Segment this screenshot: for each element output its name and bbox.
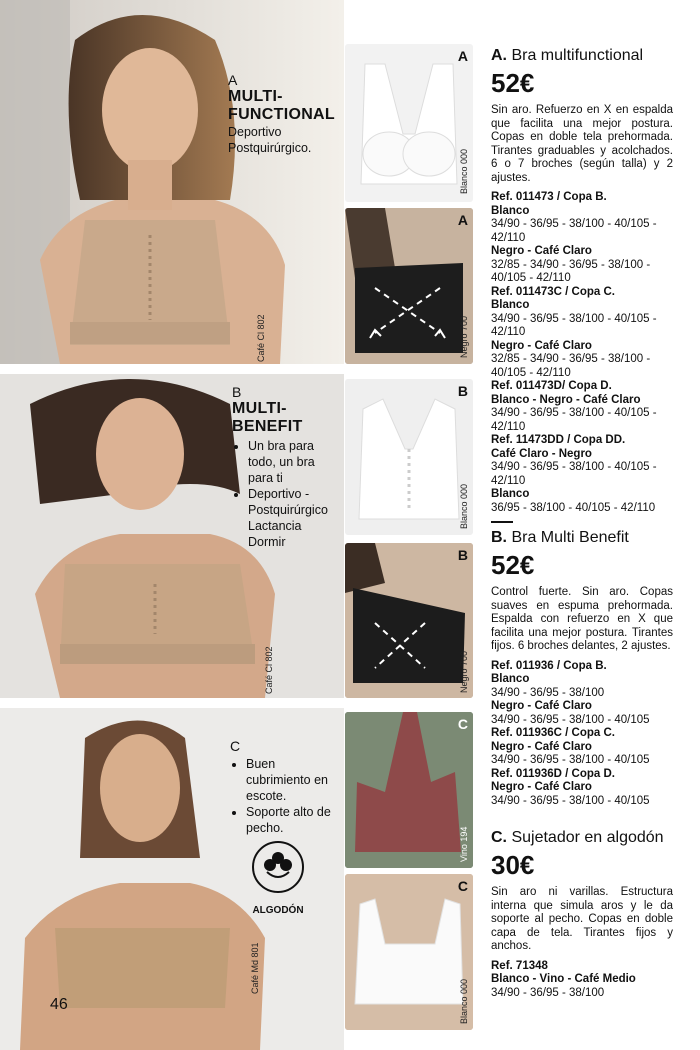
product-b-description: Control fuerte. Sin aro. Copas suaves en espuma prehormada. Espalda con refuerzo en X que facilita una mejor postura. Tirantes fijos. 6 broches delantes, 2 ajustes. [491,586,673,652]
product-b-ref [491,768,673,809]
page-number: 46 [50,996,68,1013]
section-a-letter: A [228,72,238,88]
ref-head: Ref. 011936 / Copa B. Blanco [491,659,607,685]
product-a-name: Bra multifunctional [511,47,644,64]
thumb-a-black [345,208,473,364]
color-tag-c-main: Café Md 801 [250,942,260,994]
thumb-a-white-letter: A [457,48,468,64]
thumb-b-white-letter: B [457,383,468,399]
ref-head: Ref. 011473C / Copa C. Blanco [491,285,615,311]
product-c-name: Sujetador en algodón [511,829,664,846]
ref-sizes: 32/85 - 34/90 - 36/95 - 38/100 - 40/105 - 42/110 [491,353,651,379]
cotton-badge-label: ALGODÓN [252,905,304,916]
thumb-c-white-tag: Blanco 000 [459,978,469,1024]
product-b-ref [491,660,673,701]
ref-sizes: 32/85 - 34/90 - 36/95 - 38/100 - 40/105 - 42/110 [491,258,651,284]
ref-sizes: 34/90 - 36/95 - 38/100 - 40/105 [491,794,650,807]
ref-head: Negro - Café Claro [491,245,592,257]
section-b-letter: B [232,384,242,400]
ref-sizes: 34/90 - 36/95 - 38/100 - 40/105 - 42/110 [491,461,657,487]
thumb-c-wine [345,712,473,868]
ref-head: Ref. 71348 Blanco - Vino - Café Medio [491,959,636,985]
thumb-b-black [345,543,473,698]
ref-sizes: 34/90 - 36/95 - 38/100 [491,986,605,999]
black-bra-back-illustration [345,208,473,364]
thumb-b-black-letter: B [457,547,468,563]
ref-head: Ref. 011936D / Copa D. Negro - Café Claro [491,767,615,793]
section-c-feature: • Buen cubrimiento en escote. [246,756,342,804]
product-b-ref [491,700,673,727]
black-bra-b-illustration [345,543,473,698]
ref-sizes: 36/95 - 38/100 - 40/105 - 42/110 [491,501,656,514]
section-b-feature: • Un bra para todo, un bra para ti [248,438,342,486]
product-a-info [491,46,673,529]
product-b-price: 52€ [491,550,535,580]
section-b-title: MULTI- BENEFIT [232,400,303,435]
white-bra-c-illustration [345,874,473,1030]
white-bra-b-illustration [345,379,473,535]
product-a-title [491,46,673,66]
product-a-ref [491,380,673,434]
product-a-ref [491,488,673,515]
section-c-feature: • Soporte alto de pecho. [246,804,342,836]
product-b-info [491,528,673,808]
ref-head: Blanco [491,488,530,500]
ref-sizes: 34/90 - 36/95 - 38/100 - 40/105 - 42/110 [491,407,657,433]
section-a-title: MULTI- FUNCTIONAL [228,88,335,123]
white-bra-illustration [345,44,473,202]
section-b-label [232,384,342,550]
thumb-c-wine-letter: C [457,716,468,732]
product-c-letter: C. [491,829,507,846]
product-b-ref [491,727,673,768]
product-a-letter: A. [491,47,507,64]
thumb-a-white [345,44,473,202]
ref-head: Ref. 011473D/ Copa D. Blanco - Negro - Café Claro [491,380,641,406]
section-b-feature: • Deportivo - Postquirúrgico Lactancia Dormir [248,486,342,550]
section-c-label [230,738,342,836]
thumb-b-white [345,379,473,535]
wine-bra-illustration [345,712,473,868]
product-a-ref [491,286,673,340]
product-c-info [491,828,673,1000]
product-c-price: 30€ [491,850,535,880]
thumb-c-white [345,874,473,1030]
thumb-a-black-tag: Negro 700 [459,315,469,358]
ref-head: Negro - Café Claro [491,339,592,352]
cotton-flower-icon [251,840,305,894]
thumb-c-white-letter: C [457,878,468,894]
ref-sizes: 34/90 - 36/95 - 38/100 - 40/105 - 42/110 [491,312,657,338]
color-tag-b-main: Café Cl 802 [264,646,274,694]
product-a-ref [491,340,673,381]
thumb-a-white-tag: Blanco 000 [459,148,469,194]
ref-sizes: 34/90 - 36/95 - 38/100 - 40/105 - 42/110 [491,218,657,244]
thumb-b-white-tag: Blanco 000 [459,483,469,529]
ref-sizes: 34/90 - 36/95 - 38/100 - 40/105 [491,754,650,766]
product-a-ref [491,245,673,286]
ref-sizes: 34/90 - 36/95 - 38/100 [491,686,605,699]
product-a-ref [491,191,673,245]
section-a-label [228,72,348,156]
product-b-letter: B. [491,529,507,546]
section-c-letter: C [230,738,241,754]
product-a-price: 52€ [491,68,535,98]
ref-head: Negro - Café Claro [491,700,592,712]
ref-head: Ref. 011473 / Copa B. Blanco [491,191,607,217]
ref-head: Ref. 011936C / Copa C. Negro - Café Claro [491,727,615,753]
product-a-description: Sin aro. Refuerzo en X en espalda que facilita una mejor postura. Copas en doble tela prehormada. Tirantes graduables y acolchados. 6 o 7 broches (según talla) y 2 ajustes. [491,104,673,184]
ref-sizes: 34/90 - 36/95 - 38/100 - 40/105 [491,713,650,726]
cotton-badge [248,840,308,916]
thumb-a-black-letter: A [457,212,468,228]
color-tag-a-main: Café Cl 802 [256,314,266,362]
section-b-feature-list [232,438,342,550]
product-c-title [491,828,673,848]
product-a-ref [491,434,673,488]
section-c-feature-list [230,756,342,836]
section-divider [491,521,513,523]
product-b-name: Bra Multi Benefit [511,529,629,546]
product-c-description: Sin aro ni varillas. Estructura interna que simula aros y le da soporte al pecho. Copas en doble capa de tela. Tirantes fijos y anchos. [491,886,673,952]
model-a-illustration [0,0,344,364]
section-a-model-photo [0,0,344,364]
ref-head: Ref. 11473DD / Copa DD. Café Claro - Negro [491,434,626,460]
thumb-b-black-tag: Negro 700 [459,650,469,693]
product-b-title [491,528,673,548]
section-a-features: Deportivo Postquirúrgico. [228,125,312,155]
thumb-c-wine-tag: Vino 194 [459,826,469,862]
product-c-ref [491,960,673,1001]
